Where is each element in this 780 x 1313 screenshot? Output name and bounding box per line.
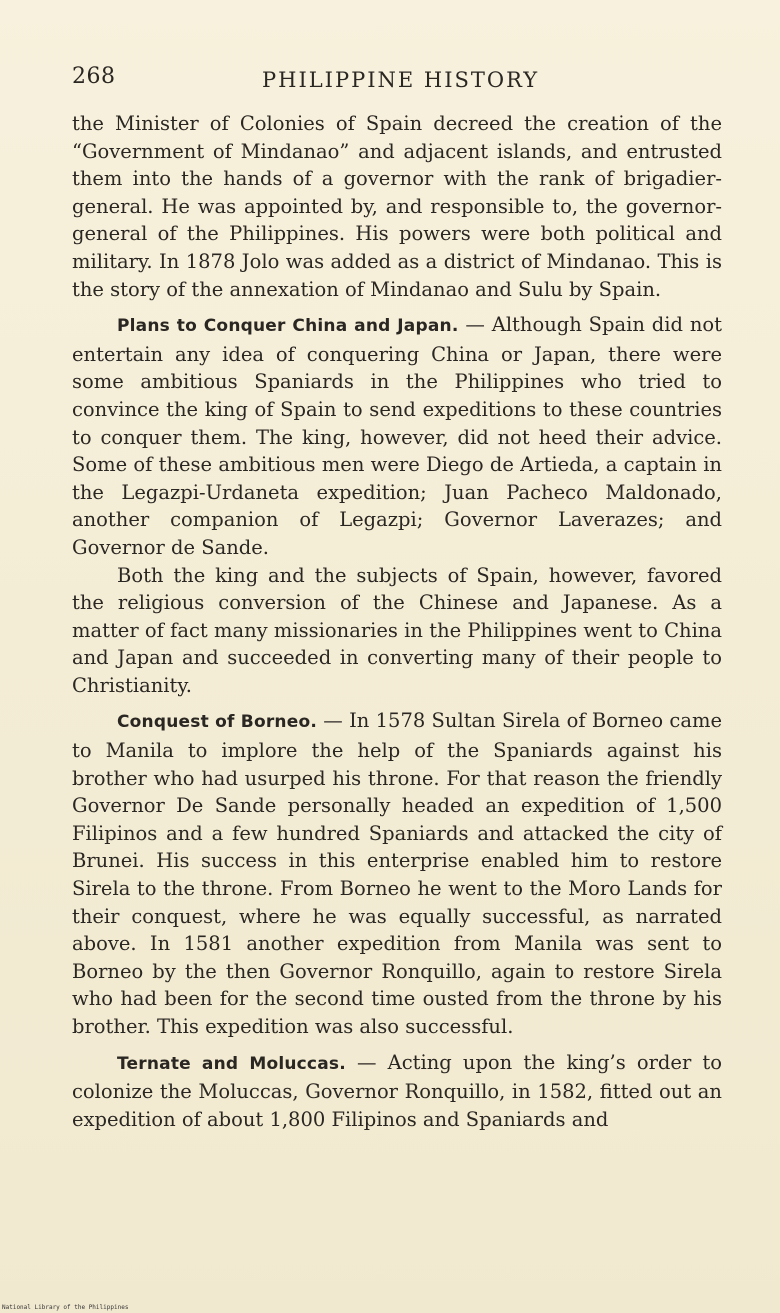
page-number: 268 bbox=[72, 64, 116, 89]
paragraph-text: Both the king and the subjects of Spain, however, favored the religious conversion of the Chinese and Japanese. As a matter of fact many missionaries in the Philippines went to China and Japan and succeeded in converting many of their people to Christianity. bbox=[72, 563, 722, 697]
body-text bbox=[72, 110, 722, 1133]
section-heading-moluccas: Ternate and Moluccas. bbox=[117, 1053, 346, 1074]
paragraph-moluccas bbox=[72, 1049, 722, 1134]
section-heading-china-japan: Plans to Conquer China and Japan. bbox=[117, 316, 459, 337]
paragraph-china-japan bbox=[72, 311, 722, 561]
running-title: PHILIPPINE HISTORY bbox=[262, 68, 540, 92]
paragraph-text: — Although Spain did not entertain any idea of conquering China or Japan, there were some ambitious Spaniards in the Philippines who tried to convince the king of Spain to send expeditions to these countries to conquer them. The king, however, did not heed their advice. Some of these ambitious men were Diego de Artieda, a captain in the Legazpi-Urdaneta expedition; Juan Pacheco Maldonado, another companion of Legazpi; Governor Laverazes; and Governor de Sande. bbox=[72, 313, 722, 559]
paragraph-mindanao-annexation bbox=[72, 110, 722, 303]
library-credit: National Library of the Philippines bbox=[2, 1304, 129, 1311]
page-header bbox=[72, 60, 722, 100]
paragraph-text: — Acting upon the king’s order to colonize the Moluccas, Governor Ronquillo, in 1582, fitted out an expedition of about 1,800 Filipinos and Spaniards and bbox=[72, 1050, 722, 1131]
paragraph-text: the Minister of Colonies of Spain decreed the creation of the “Government of Mindanao” and adjacent islands, and entrusted them into the hands of a governor with the rank of brigadier-general. He was appointed by, and responsible to, the governor-general of the Philippines. His powers were both political and military. In 1878 Jolo was added as a district of Mindanao. This is the story of the annexation of Mindanao and Sulu by Spain. bbox=[72, 112, 722, 301]
paragraph-religious-conversion bbox=[72, 562, 722, 700]
paragraph-borneo bbox=[72, 707, 722, 1040]
section-heading-borneo: Conquest of Borneo. bbox=[117, 712, 317, 733]
paragraph-text: — In 1578 Sultan Sirela of Borneo came to Manila to implore the help of the Spaniards against his brother who had usurped his throne. For that reason the friendly Governor De Sande personally headed an expedition of 1,500 Filipinos and a few hundred Spaniards and attacked the city of Brunei. His success in this enterprise enabled him to restore Sirela to the throne. From Borneo he went to the Moro Lands for their conquest, where he was equally successful, as narrated above. In 1581 another expedition from Manila was sent to Borneo by the then Governor Ronquillo, again to restore Sirela who had been for the second time ousted from the throne by his brother. This expedition was also successful. bbox=[72, 709, 722, 1038]
